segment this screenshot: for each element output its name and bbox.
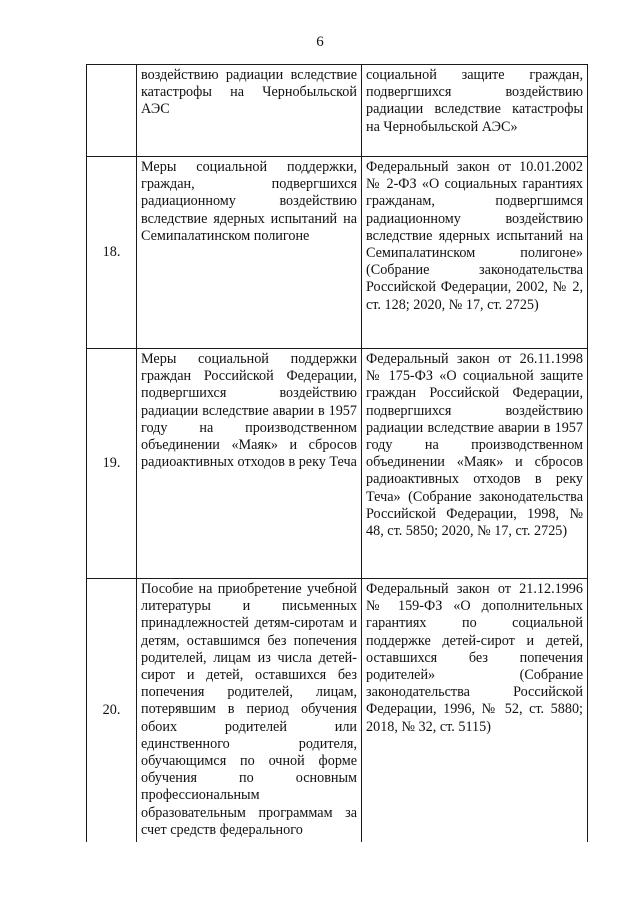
measure-cell: Пособие на приобретение учебной литературы и письменных принадлежностей детям-сиротам и детям, оставшимся без попечения родителей, лицам из числа детей-сирот и детей, оставшихся без попечения родителей, лицам, потерявшим в период обучения обоих родителей или единственного родителя, обучающимся по очной форме обучения по основным профессиональным образовательным программам за счет средств федерального [137, 579, 362, 843]
table-row [87, 157, 588, 349]
row-number-cell [87, 65, 137, 157]
measure-cell: воздействию радиации вследствие катастрофы на Чернобыльской АЭС [137, 65, 362, 157]
row-number-cell: 20. [87, 579, 137, 843]
table-row [87, 579, 588, 843]
table-row [87, 65, 588, 157]
law-cell: социальной защите граждан, подвергшихся воздействию радиации вследствие катастрофы на Чернобыльской АЭС» [362, 65, 588, 157]
row-number-cell: 18. [87, 157, 137, 349]
row-number-cell: 19. [87, 349, 137, 579]
measure-cell: Меры социальной поддержки граждан Российской Федерации, подвергшихся воздействию радиации вследствие аварии в 1957 году на производственном объединении «Маяк» и сбросов радиоактивных отходов в реку Теча [137, 349, 362, 579]
measure-cell: Меры социальной поддержки, граждан, подвергшихся радиационному воздействию вследствие ядерных испытаний на Семипалатинском полигоне [137, 157, 362, 349]
law-cell: Федеральный закон от 21.12.1996 № 159-ФЗ «О дополнительных гарантиях по социальной поддержке детей-сирот и детей, оставшихся без попечения родителей» (Собрание законодательства Российской Федерации, 1996, № 52, ст. 5880; 2018, № 32, ст. 5115) [362, 579, 588, 843]
benefits-table [86, 64, 588, 842]
law-cell: Федеральный закон от 26.11.1998 № 175-ФЗ «О социальной защите граждан Российской Федерации, подвергшихся воздействию радиации вследствие аварии в 1957 году на производственном объединении «Маяк» и сбросов радиоактивных отходов в реку Теча» (Собрание законодательства Российской Федерации, 1998, № 48, ст. 5850; 2020, № 17, ст. 2725) [362, 349, 588, 579]
law-cell: Федеральный закон от 10.01.2002 № 2-ФЗ «О социальных гарантиях гражданам, подвергшимся радиационному воздействию вследствие ядерных испытаний на Семипалатинском полигоне» (Собрание законодательства Российской Федерации, 2002, № 2, ст. 128; 2020, № 17, ст. 2725) [362, 157, 588, 349]
table-row [87, 349, 588, 579]
page-number: 6 [316, 34, 324, 50]
